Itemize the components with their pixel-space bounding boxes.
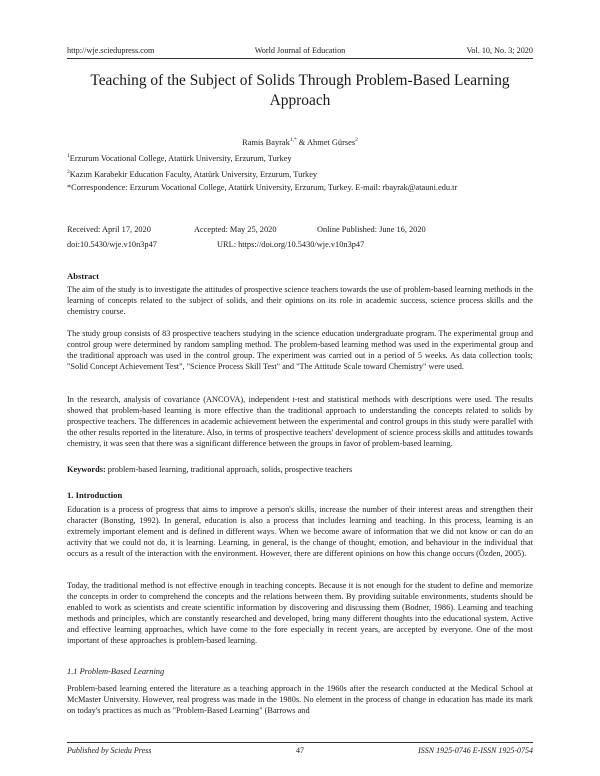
doi-url[interactable]: URL: https://doi.org/10.5430/wje.v10n3p47 [217,240,365,249]
author-2-sup: 2 [355,137,358,143]
affiliation-1: $^1$Erzurum Vocational College, Atatürk University, Erzurum, Turkey [67,153,292,163]
affiliation-1-sup: 1 [67,153,70,159]
accepted-date: Accepted: May 25, 2020 [194,225,277,234]
keywords-list: problem-based learning, traditional approach, solids, prospective teachers [105,465,353,474]
intro-paragraph-2: Today, the traditional method is not effective enough in teaching concepts. Because it is not enough for the student to define and memorize the concepts in order to comprehend the concepts and the relations between them. By providing suitable environments, students should be enabled to work as scientists and create scientific information by discovering and discussing them (Bodner, 1986). Learning and teaching methods and principles, which are constantly researched and developed, bring many different thoughts into the educational system. Active and effective learning approaches, which have come to the fore especially in recent years, are accepted by everyone. One of the most important of these approaches is problem-based learning. [67,581,533,646]
subsection-heading: 1.1 Problem-Based Learning [67,667,165,676]
footer-rule [67,742,533,743]
volume-info: Vol. 10, No. 3; 2020 [466,46,533,55]
affiliation-2: $^2$Kazım Karabekir Education Faculty, Atatürk University, Erzurum, Turkey [67,169,318,179]
header-rule [67,58,533,59]
intro-paragraph-3: Problem-based learning entered the literature as a teaching approach in the 1960s after the research conducted at the Medical School at McMaster University. However, real progress was made in the 1980s. No element in the process of change in education has made its mark on today's practices as much as "Problem-Based Learning" (Barrows and [67,684,533,716]
abstract-paragraph-3: In the research, analysis of covariance (ANCOVA), independent t-test and statistical methods with descriptions were used. The results showed that problem-based learning is more effective than the traditional approach to understanding the concepts related to solids by prospective teachers. The differences in academic achievement between the experimental and control groups in this study were parallel with the other results reported in the literature. Also, in terms of prospective teachers' development of science process skills and attitudes towards chemistry, it was seen that there was a significant difference between the groups in favor of problem-based learning. [67,395,533,449]
correspondence: *Correspondence: Erzurum Vocational College, Atatürk University, Erzurum, Turkey. E-mail: rbayrak@atauni.edu.tr [67,183,458,192]
author-1-sup: 1,* [289,137,297,143]
author-1: Ramis Bayrak [242,137,290,147]
affiliation-2-sup: 2 [67,169,70,175]
title-line-1: Teaching of the Subject of Solids Through Problem-Based Learning [90,72,510,89]
abstract-paragraph-1: The aim of the study is to investigate the attitudes of prospective science teachers towards the use of problem-based learning methods in the learning of concepts related to the subject of solids, and their opinions on its role in academic success, science process skills and the chemistry course. [67,285,533,317]
keywords-label: Keywords: [67,465,106,474]
abstract-heading: Abstract [67,271,99,281]
page-number: 47 [296,746,304,755]
title-line-2: Approach [269,92,331,109]
issn: ISSN 1925-0746 E-ISSN 1925-0754 [418,746,533,755]
author-joiner: & [296,137,307,147]
introduction-heading: 1. Introduction [67,490,123,500]
page-footer [67,745,533,757]
running-header [67,44,533,57]
doi: doi:10.5430/wje.v10n3p47 [67,240,157,249]
journal-url[interactable]: http://wje.sciedupress.com [67,46,155,55]
received-date: Received: April 17, 2020 [67,225,151,234]
journal-name: World Journal of Education [254,46,346,55]
keywords-line [67,464,533,475]
intro-paragraph-1: Education is a process of progress that aims to improve a person's skills, increase the number of their interest areas and strengthen their character (Bonsting, 1992). In general, education is also a process that includes learning and teaching. In this process, learning is an extremely important element and is defined in different ways. When we become aware of information that we did not know or can do an activity that we could not do, it is learning. Learning, in general, is the change of thought, emotion, and behaviour in the individual that occurs as a result of the interaction with the environment. However, there are different opinions on how this change occurs (Özden, 2005). [67,505,533,559]
paper-title [67,71,533,111]
author-2: Ahmet Gürses [306,137,356,147]
abstract-paragraph-2: The study group consists of 83 prospective teachers studying in the science education undergraduate program. The experimental group and control group were determined by random sampling method. The problem-based learning method was used in the experimental group and the traditional approach was used in the control group. The experiment was carried out in a period of 5 weeks. As data collection tools; "Solid Concept Achievement Test", "Science Process Skill Test" and "The Attitude Scale toward Chemistry" were used. [67,329,533,372]
publisher: Published by Sciedu Press [67,746,152,755]
author-line [67,137,533,147]
published-date: Online Published: June 16, 2020 [317,225,426,234]
